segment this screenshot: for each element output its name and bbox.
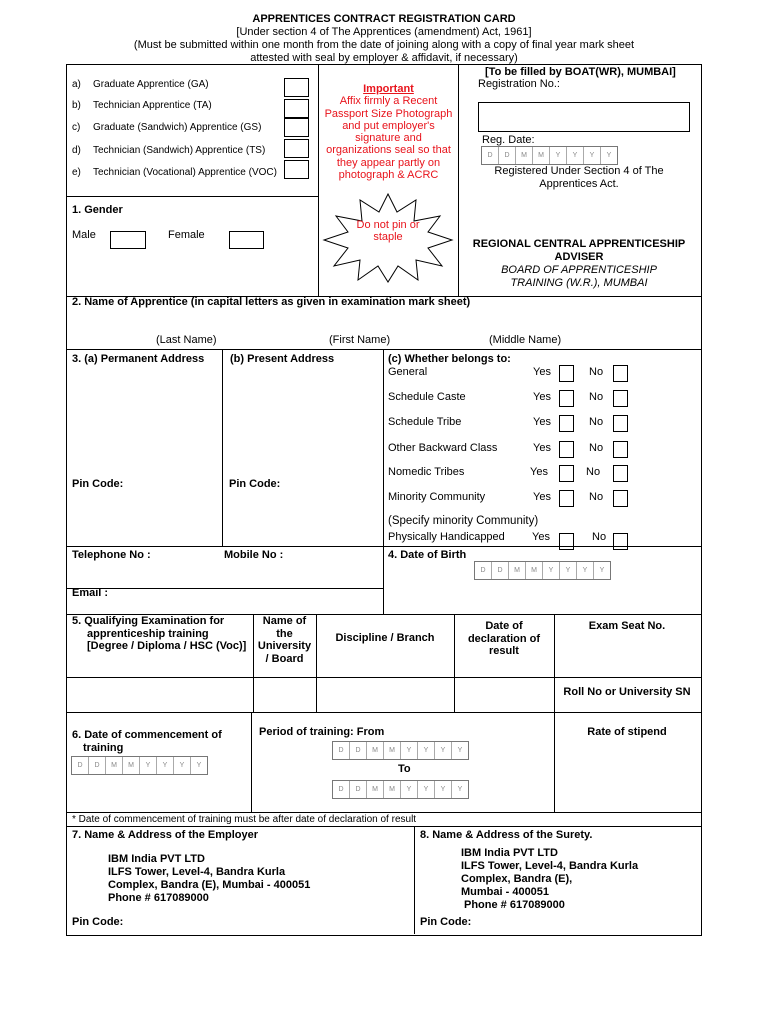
category-row xyxy=(388,364,648,382)
registered-line: Registered Under Section 4 of The xyxy=(494,165,664,177)
yes-checkbox[interactable] xyxy=(559,465,574,482)
type-checkbox[interactable] xyxy=(284,118,309,137)
date-slot: M xyxy=(516,147,533,164)
date-slot: D xyxy=(333,742,350,759)
employer-pin-label: Pin Code: xyxy=(72,916,124,928)
category-label: Minority Community xyxy=(388,491,486,503)
category-label: General xyxy=(388,366,428,378)
date-slot: M xyxy=(367,742,384,759)
email-label: Email : xyxy=(72,587,109,599)
date-slot: M xyxy=(106,757,123,774)
category-row xyxy=(388,440,648,458)
photo-line: signature and xyxy=(355,132,422,145)
type-key: a) xyxy=(72,79,81,90)
burst-line: Do not pin or xyxy=(356,219,420,231)
gender-title: 1. Gender xyxy=(72,204,123,216)
category-label: Schedule Caste xyxy=(388,391,466,403)
commencement-title xyxy=(72,729,222,755)
yes-label: Yes xyxy=(533,416,551,428)
no-checkbox[interactable] xyxy=(613,415,628,432)
reg-date-field[interactable] xyxy=(481,146,618,165)
burst-text xyxy=(330,219,446,243)
registered-note xyxy=(458,165,700,190)
category-label: Schedule Tribe xyxy=(388,416,462,428)
dob-title: 4. Date of Birth xyxy=(388,549,467,561)
type-key: c) xyxy=(72,122,81,133)
type-label: Technician (Vocational) Apprentice (VOC) xyxy=(93,167,277,178)
present-address-title: (b) Present Address xyxy=(230,353,335,365)
date-slot: D xyxy=(72,757,89,774)
registered-line: Apprentices Act. xyxy=(539,177,619,190)
date-slot: Y xyxy=(599,567,605,574)
address-line: Complex, Bandra (E), Mumbai - 400051 xyxy=(108,879,311,891)
last-name-label: (Last Name) xyxy=(156,334,217,346)
board-filled-by: [To be filled by BOAT(WR), MUMBAI] xyxy=(485,66,676,78)
header-line: apprenticeship training xyxy=(87,627,209,640)
date-slot: M xyxy=(367,781,384,798)
date-slot: D xyxy=(492,562,509,579)
date-slot: D xyxy=(482,147,499,164)
yes-label: Yes xyxy=(533,391,551,403)
qualifying-exam-header xyxy=(72,615,246,653)
date-slot: Y xyxy=(550,147,567,164)
category-row xyxy=(388,529,648,547)
gender-female-checkbox[interactable] xyxy=(229,231,264,249)
adviser-line: ADVISER xyxy=(554,251,604,263)
yes-checkbox[interactable] xyxy=(559,533,574,550)
yes-checkbox[interactable] xyxy=(559,441,574,458)
type-label: Graduate (Sandwich) Apprentice (GS) xyxy=(93,122,262,133)
no-label: No xyxy=(589,416,604,428)
date-slot: Y xyxy=(577,562,594,579)
form-instruction-2: attested with seal by employer & affidavit, if necessary) xyxy=(250,52,518,64)
header-line: Date of xyxy=(485,620,523,632)
date-slot: D xyxy=(499,147,516,164)
yes-checkbox[interactable] xyxy=(559,365,574,382)
university-header xyxy=(253,615,316,665)
address-line: Phone # 617089000 xyxy=(108,892,209,904)
type-label: Technician (Sandwich) Apprentice (TS) xyxy=(93,145,266,156)
yes-label: Yes xyxy=(533,491,551,503)
present-pin-label: Pin Code: xyxy=(229,478,281,490)
yes-checkbox[interactable] xyxy=(559,490,574,507)
important-label: Important xyxy=(363,83,414,95)
category-label: Physically Handicapped xyxy=(388,531,505,543)
surety-title: 8. Name & Address of the Surety. xyxy=(420,829,593,841)
category-label: Nomedic Tribes xyxy=(388,466,465,478)
no-label: No xyxy=(592,531,607,543)
first-name-label: (First Name) xyxy=(329,334,391,346)
date-slot: Y xyxy=(584,147,601,164)
exam-seat-header: Exam Seat No. xyxy=(588,620,666,632)
period-to-field[interactable] xyxy=(332,780,469,799)
no-label: No xyxy=(589,391,604,403)
type-checkbox[interactable] xyxy=(284,78,309,97)
address-line: IBM India PVT LTD xyxy=(461,847,558,859)
dob-field[interactable] xyxy=(474,561,611,580)
date-slot: Y xyxy=(606,152,612,159)
type-key: e) xyxy=(72,167,81,178)
employer-address xyxy=(108,853,310,905)
category-row xyxy=(388,464,648,482)
address-line: IBM India PVT LTD xyxy=(108,853,205,865)
burst-line: staple xyxy=(373,231,403,243)
header-line: University xyxy=(257,640,312,652)
no-label: No xyxy=(589,366,604,378)
permanent-pin-label: Pin Code: xyxy=(72,478,124,490)
date-slot: D xyxy=(350,742,367,759)
date-slot: D xyxy=(475,562,492,579)
no-checkbox[interactable] xyxy=(613,465,628,482)
adviser-title xyxy=(458,238,700,264)
reg-date-label: Reg. Date: xyxy=(482,134,535,146)
title-line: training xyxy=(83,742,124,754)
no-label: No xyxy=(589,442,604,454)
type-key: d) xyxy=(72,145,81,156)
no-checkbox[interactable] xyxy=(613,365,628,382)
yes-checkbox[interactable] xyxy=(559,390,574,407)
photo-line: and put employer's xyxy=(342,119,435,132)
type-checkbox[interactable] xyxy=(284,139,309,158)
specify-minority-label: (Specify minority Community) xyxy=(388,515,539,527)
gender-male-checkbox[interactable] xyxy=(110,231,146,249)
period-from-label: Period of training: From xyxy=(259,726,385,738)
category-label: Other Backward Class xyxy=(388,442,498,454)
surety-pin-label: Pin Code: xyxy=(420,916,472,928)
no-label: No xyxy=(589,491,604,503)
commencement-note: * Date of commencement of training must be after date of declaration of result xyxy=(72,814,417,825)
photo-instructions xyxy=(319,83,458,181)
date-slot: D xyxy=(89,757,106,774)
address-line: ILFS Tower, Level-4, Bandra Kurla xyxy=(461,860,639,872)
adviser-line: REGIONAL CENTRAL APPRENTICESHIP xyxy=(472,238,686,250)
date-slot: M xyxy=(526,562,543,579)
date-slot: M xyxy=(509,562,526,579)
roll-no-label: Roll No or University SN xyxy=(563,686,691,698)
board-line: TRAINING (W.R.), MUMBAI xyxy=(510,277,648,289)
date-slot: Y xyxy=(435,781,452,798)
address-line: Mumbai - 400051 xyxy=(461,886,550,898)
gender-male-label: Male xyxy=(72,229,96,241)
title-line: 6. Date of commencement of xyxy=(72,729,222,741)
date-slot: Y xyxy=(401,781,418,798)
yes-checkbox[interactable] xyxy=(559,415,574,432)
yes-label: Yes xyxy=(532,531,550,543)
date-slot: Y xyxy=(543,562,560,579)
date-slot: D xyxy=(333,781,350,798)
middle-name-label: (Middle Name) xyxy=(489,334,562,346)
commencement-date-field[interactable] xyxy=(71,756,208,775)
gender-female-label: Female xyxy=(168,229,205,241)
board-name xyxy=(458,264,700,290)
date-slot: Y xyxy=(174,757,191,774)
photo-line: Affix firmly a Recent xyxy=(339,95,438,108)
type-label: Graduate Apprentice (GA) xyxy=(93,79,209,90)
date-slot: Y xyxy=(567,147,584,164)
date-slot: M xyxy=(533,147,550,164)
header-line: [Degree / Diploma / HSC (Voc)] xyxy=(87,640,247,652)
form-title: APPRENTICES CONTRACT REGISTRATION CARD xyxy=(252,13,516,25)
date-slot: Y xyxy=(435,742,452,759)
date-slot: Y xyxy=(418,742,435,759)
date-slot: M xyxy=(123,757,140,774)
permanent-address-title: 3. (a) Permanent Address xyxy=(72,353,205,365)
address-line: ILFS Tower, Level-4, Bandra Kurla xyxy=(108,866,286,878)
address-line: Complex, Bandra (E), xyxy=(461,873,573,885)
photo-line: they appear partly on xyxy=(336,156,441,169)
surety-address xyxy=(461,847,638,912)
date-slot: Y xyxy=(457,747,463,754)
yes-label: Yes xyxy=(530,466,548,478)
registration-no-field[interactable] xyxy=(478,102,690,132)
period-from-field[interactable] xyxy=(332,741,469,760)
date-slot: Y xyxy=(401,742,418,759)
date-slot: Y xyxy=(418,781,435,798)
photo-line: organizations seal so that xyxy=(326,144,451,157)
date-slot: Y xyxy=(196,762,202,769)
no-checkbox[interactable] xyxy=(613,490,628,507)
address-line: Phone # 617089000 xyxy=(464,899,565,911)
yes-label: Yes xyxy=(533,366,551,378)
type-checkbox[interactable] xyxy=(284,160,309,179)
mobile-label: Mobile No : xyxy=(224,549,284,561)
stipend-label: Rate of stipend xyxy=(587,726,667,738)
categories-title: (c) Whether belongs to: xyxy=(388,353,511,365)
header-line: / Board xyxy=(265,652,304,665)
declaration-date-header xyxy=(454,620,554,658)
category-row xyxy=(388,414,648,432)
no-label: No xyxy=(586,466,601,478)
date-slot: M xyxy=(384,781,401,798)
header-line: declaration of xyxy=(467,632,541,645)
header-line: 5. Qualifying Examination for xyxy=(72,615,225,627)
discipline-header: Discipline / Branch xyxy=(335,632,435,644)
type-checkbox[interactable] xyxy=(284,99,309,118)
date-slot: M xyxy=(384,742,401,759)
no-checkbox[interactable] xyxy=(613,390,628,407)
date-slot: Y xyxy=(140,757,157,774)
registration-no-label: Registration No.: xyxy=(478,78,560,90)
no-checkbox[interactable] xyxy=(613,533,628,550)
header-line: the xyxy=(276,627,293,640)
board-line: BOARD OF APPRENTICESHIP xyxy=(501,264,657,276)
header-line: result xyxy=(489,645,519,657)
employer-title: 7. Name & Address of the Employer xyxy=(72,829,259,841)
no-checkbox[interactable] xyxy=(613,441,628,458)
header-line: Name of xyxy=(262,615,307,627)
telephone-label: Telephone No : xyxy=(72,549,151,561)
category-row xyxy=(388,389,648,407)
period-to-label: To xyxy=(398,763,411,775)
yes-label: Yes xyxy=(533,442,551,454)
photo-line: Passport Size Photograph xyxy=(324,107,453,120)
photo-line: photograph & ACRC xyxy=(338,169,439,182)
category-row xyxy=(388,489,648,507)
date-slot: Y xyxy=(157,757,174,774)
date-slot: D xyxy=(350,781,367,798)
type-key: b) xyxy=(72,100,81,111)
date-slot: Y xyxy=(560,562,577,579)
name-title: 2. Name of Apprentice (in capital letters as given in examination mark sheet) xyxy=(72,296,471,308)
date-slot: Y xyxy=(457,786,463,793)
form-instruction: (Must be submitted within one month from the date of joining along with a copy of final year mark sheet xyxy=(133,39,635,51)
form-subtitle: [Under section 4 of The Apprentices (amendment) Act, 1961] xyxy=(236,26,532,38)
type-label: Technician Apprentice (TA) xyxy=(93,100,212,111)
